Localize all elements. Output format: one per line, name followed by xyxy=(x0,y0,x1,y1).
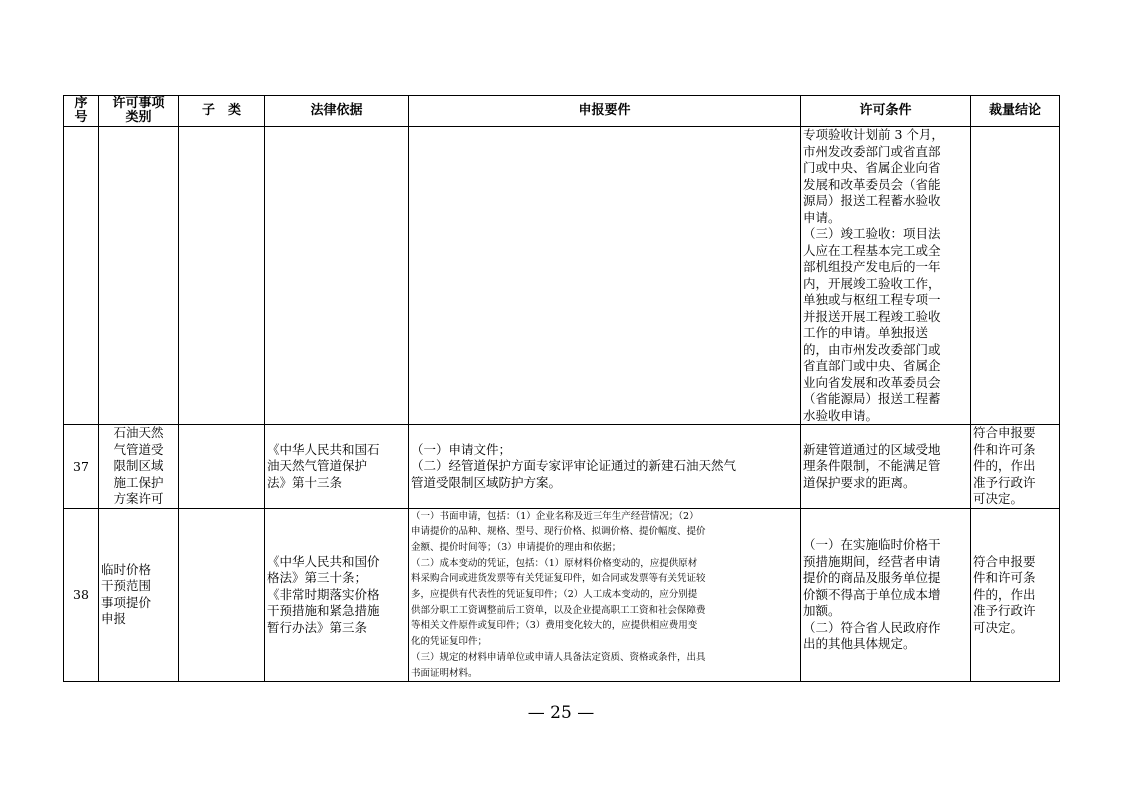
table-row xyxy=(64,508,1060,682)
row-requirements xyxy=(409,127,801,425)
table-header-row xyxy=(64,96,1060,127)
header-no: 序 号 xyxy=(64,96,99,127)
row-category: 石油天然 气管道受 限制区域 施工保护 方案许可 xyxy=(99,425,179,509)
row-legal-basis: 《中华人民共和国石 油天然气管道保护 法》第十三条 xyxy=(265,425,409,509)
row-requirements: （一）申请文件； （二）经管道保护方面专家评审论证通过的新建石油天然气 管道受限制区域防护方案。 xyxy=(409,425,801,509)
row-legal-basis xyxy=(265,127,409,425)
row-category: 临时价格 干预范围 事项提价 申报 xyxy=(99,508,179,682)
row-legal-basis: 《中华人民共和国价 格法》第三十条； 《非常时期落实价格 干预措施和紧急措施 暂行办法》第三条 xyxy=(265,508,409,682)
header-legal-basis: 法律依据 xyxy=(265,96,409,127)
row-subclass xyxy=(179,425,265,509)
header-subclass: 子 类 xyxy=(179,96,265,127)
header-category: 许可事项 类别 xyxy=(99,96,179,127)
licensing-table xyxy=(63,95,1060,682)
header-conclusion: 裁量结论 xyxy=(971,96,1060,127)
page-number: — 25 — xyxy=(527,703,595,723)
row-conclusion: 符合申报要 件和许可条 件的，作出 准予行政许 可决定。 xyxy=(971,508,1060,682)
row-no: 37 xyxy=(64,425,99,509)
row-no: 38 xyxy=(64,508,99,682)
row-subclass xyxy=(179,508,265,682)
row-conclusion: 符合申报要 件和许可条 件的，作出 准予行政许 可决定。 xyxy=(971,425,1060,509)
row-no xyxy=(64,127,99,425)
row-conditions: （一）在实施临时价格干 预措施期间，经营者申请 提价的商品及服务单位提 价额不得高于单位成本增 加额。 （二）符合省人民政府作 出的其他具体规定。 xyxy=(801,508,971,682)
header-requirements: 申报要件 xyxy=(409,96,801,127)
row-conditions: 新建管道通过的区域受地 理条件限制，不能满足管 道保护要求的距离。 xyxy=(801,425,971,509)
header-conditions: 许可条件 xyxy=(801,96,971,127)
row-subclass xyxy=(179,127,265,425)
row-category xyxy=(99,127,179,425)
row-requirements: （一）书面申请，包括：（1）企业名称及近三年生产经营情况；（2） 申请提价的品种、规格、型号、现行价格、拟调价格、提价幅度、提价 金额、提价时间等；（3）申请提价的理由和依据； （二）成本变动的凭证，包括：（1）原材料价格变动的，应提供原材 料采购合同或进货发票等有关凭证复印件，如合同或发票等有关凭证较 多，应提供有代表性的凭证复印件；（2）人工成本变动的，应分别提 供部分职工工资调整前后工资单，以及企业提高职工工资和社会保障费 等相关文件原件或复印件；（3）费用变化较大的，应提供相应费用变 化的凭证复印件； （三）规定的材料申请单位或申请人具备法定资质、资格或条件，出具 书面证明材料。 xyxy=(409,508,801,682)
table-row xyxy=(64,425,1060,509)
table-row xyxy=(64,127,1060,425)
row-conditions: 专项验收计划前 3 个月， 市州发改委部门或省直部 门或中央、省属企业向省 发展和改革委员会（省能 源局）报送工程蓄水验收 申请。 （三）竣工验收：项目法 人应在工程基本完工或全 部机组投产发电后的一年 内，开展竣工验收工作， 单独或与枢纽工程专项一 并报送开展工程竣工验收 工作的申请。单独报送 的，由市州发改委部门或 省直部门或中央、省属企 业向省发展和改革委员会 （省能源局）报送工程蓄 水验收申请。 xyxy=(801,127,971,425)
row-conclusion xyxy=(971,127,1060,425)
